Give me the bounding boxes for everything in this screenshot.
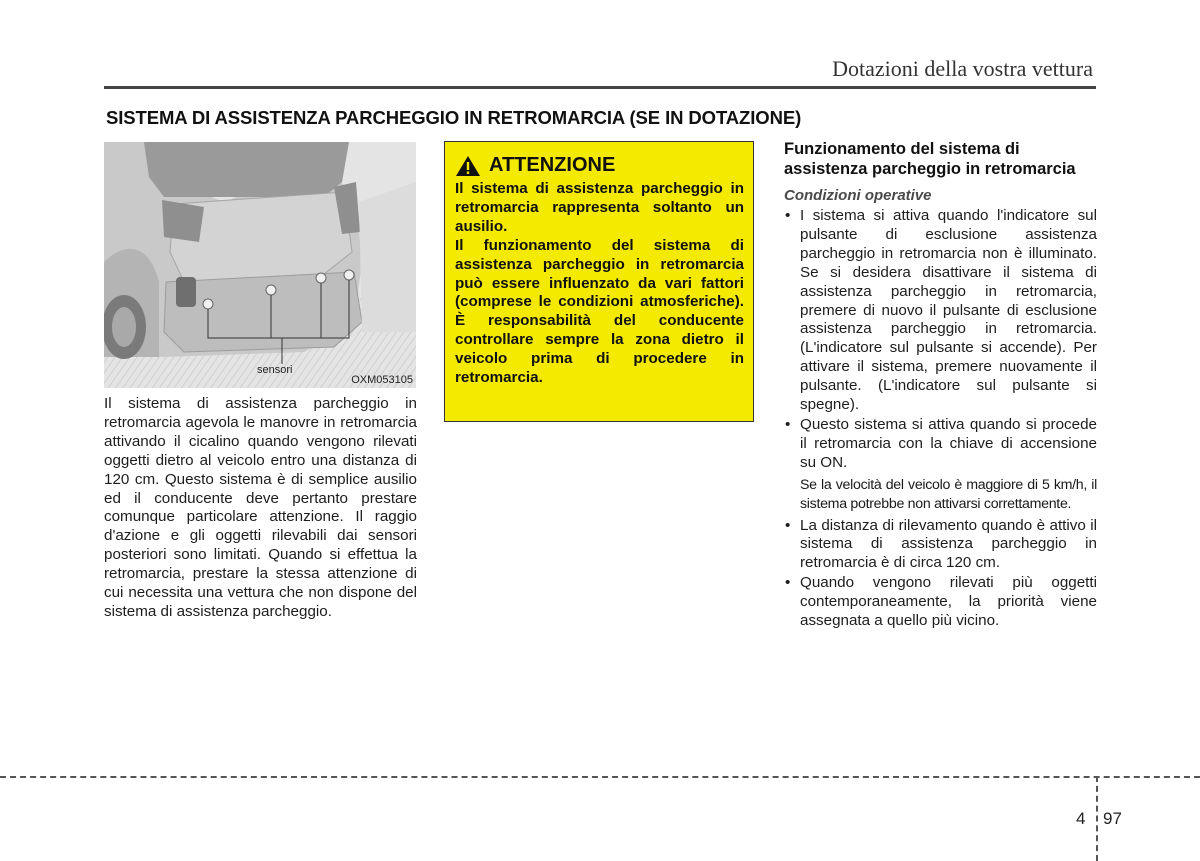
footer-divider bbox=[0, 776, 1200, 778]
conditions-list-continued bbox=[784, 517, 1097, 631]
warning-box bbox=[444, 141, 754, 422]
list-item bbox=[784, 574, 1097, 631]
bullet-dot: • bbox=[785, 207, 791, 224]
chapter-number: 4 bbox=[1076, 809, 1086, 828]
figure-code: OXM053105 bbox=[351, 374, 413, 386]
warning-paragraph-2: Il funzionamento del sistema di assistenza parcheggio in retromarcia può essere influenzato da vari fattori (comprese le condizioni atmosferiche). È responsabilità del conducente controllare sempre la zona dietro il veicolo prima di procedere in retromarcia. bbox=[455, 236, 744, 387]
list-item-text: Quando vengono rilevati più oggetti contemporaneamente, la priorità viene assegnata a quello più vicino. bbox=[800, 574, 1097, 630]
operating-conditions-subheading: Condizioni operative bbox=[784, 187, 932, 204]
intro-paragraph: Il sistema di assistenza parcheggio in retromarcia agevola le manovre in retromarcia attivando il cicalino quando vengono rilevati oggetti dietro al veicolo entro una distanza di 120 cm. Questo sistema è di semplice ausilio ed il conducente deve pertanto prestare comunque particolare attenzione. Il raggio d'azione e gli oggetti rilevabili dai sensori posteriori sono limitati. Quando si effettua la retromarcia, prestare la stessa attenzione di cui necessita una vettura che non dispone del sistema di assistenza parcheggio. bbox=[104, 395, 417, 620]
warning-paragraph-1: Il sistema di assistenza parcheggio in retromarcia rappresenta soltanto un ausilio. bbox=[455, 180, 744, 235]
car-rear-illustration bbox=[104, 142, 416, 388]
speed-note: Se la velocità del veicolo è maggiore di 5 km/h, il sistema potrebbe non attivarsi correttamente. bbox=[800, 476, 1097, 512]
bullet-dot: • bbox=[785, 415, 791, 433]
page-number: 97 bbox=[1103, 809, 1122, 828]
list-item-text: I sistema si attiva quando l'indicatore sul pulsante di esclusione assistenza parcheggio in retromarcia non è illuminato. Se si desidera disattivare il sistema di assistenza parcheggio in retromarcia, premere di nuovo il pulsante di esclusione assistenza parcheggio in retromarcia. (L'indicatore sul pulsante si accende). Per attivare il sistema, premere nuovamente il pulsante. (L'indicatore sul pulsante si spegne). bbox=[800, 207, 1097, 414]
list-item bbox=[784, 517, 1097, 574]
bullet-dot: • bbox=[785, 516, 791, 534]
header-title: Dotazioni della vostra vettura bbox=[832, 56, 1093, 81]
section-title: SISTEMA DI ASSISTENZA PARCHEGGIO IN RETROMARCIA (SE IN DOTAZIONE) bbox=[106, 107, 802, 128]
list-item bbox=[784, 416, 1097, 473]
conditions-list bbox=[784, 207, 1097, 473]
car-rear-figure bbox=[104, 142, 416, 388]
right-heading: Funzionamento del sistema di assistenza parcheggio in retromarcia bbox=[784, 140, 1076, 178]
footer-vertical-divider bbox=[1096, 776, 1098, 861]
right-column bbox=[784, 139, 1097, 632]
list-item bbox=[784, 207, 1097, 415]
bullet-dot: • bbox=[785, 574, 791, 592]
figure-label-sensori: sensori bbox=[257, 364, 293, 376]
warning-triangle-icon bbox=[455, 155, 481, 177]
header-rule bbox=[104, 86, 1096, 89]
list-item-text: La distanza di rilevamento quando è attivo il sistema di assistenza parcheggio in retromarcia è di circa 120 cm. bbox=[800, 516, 1097, 572]
list-item-text: Questo sistema si attiva quando si procede il retromarcia con la chiave di accensione su ON. bbox=[800, 415, 1097, 471]
warning-header bbox=[455, 154, 744, 177]
warning-title: ATTENZIONE bbox=[489, 154, 616, 176]
